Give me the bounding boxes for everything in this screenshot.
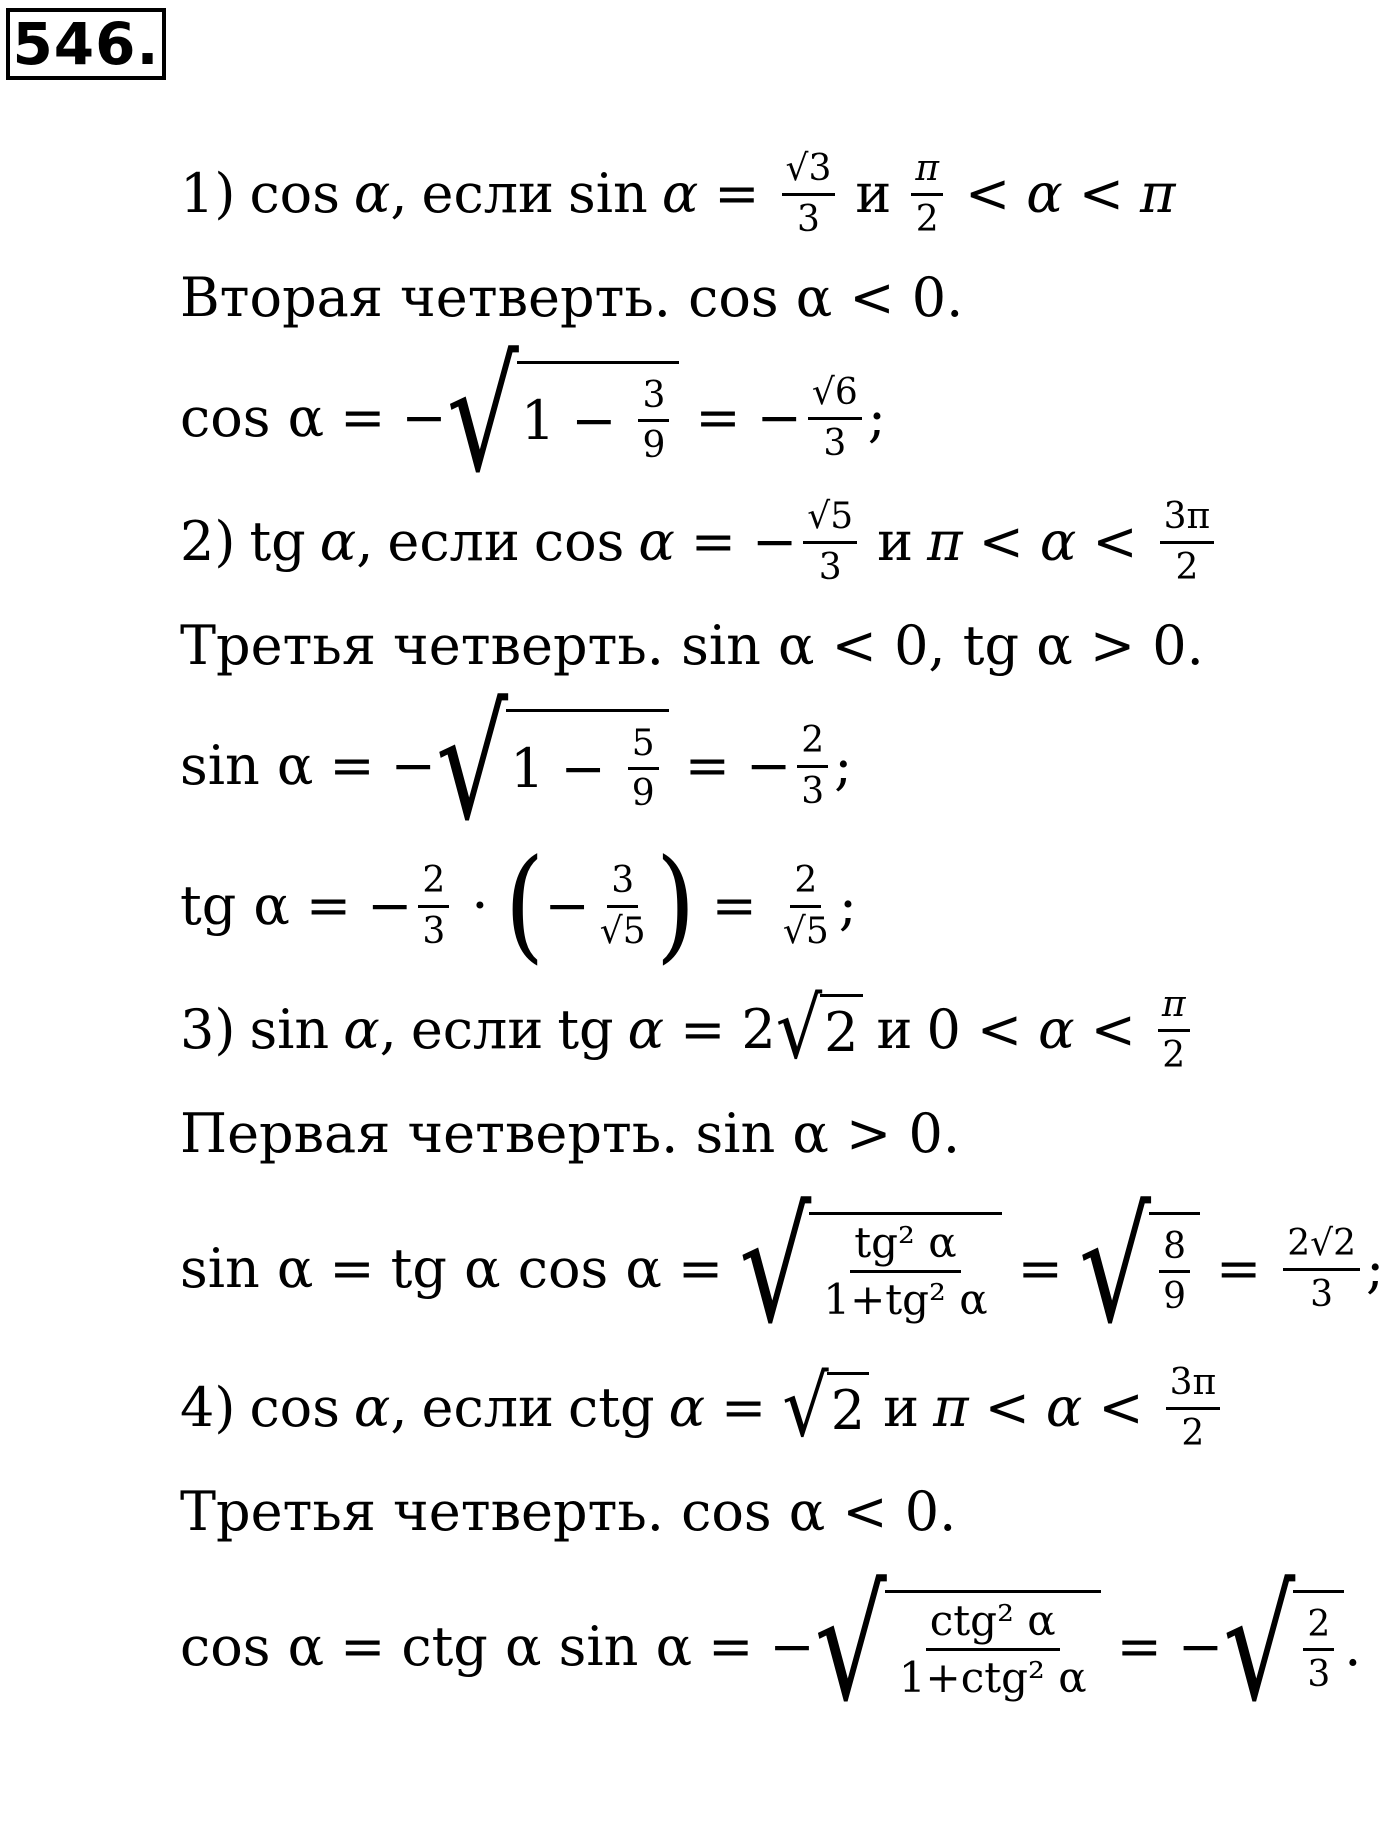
item-1-note: Вторая четверть. cos α < 0. (180, 266, 964, 330)
item-2-statement: 2) tg α , если cos α = − $\frac{√5}{3}$ и π < α < $\frac{3\pi}{2}$ (180, 488, 1390, 596)
item-1-and-word: и (855, 162, 892, 226)
item-1-result-fraction: $\frac{√6}{3}$ (808, 372, 862, 464)
item-4-note: Третья четверть. cos α < 0. (180, 1480, 957, 1544)
item-2-calculation: sin α = − √ 1 − $\frac{5}{9}$ = − $\frac{2}{3}$ ; (180, 675, 853, 855)
item-2-note: Третья четверть. sin α < 0, tg α > 0. (180, 614, 1204, 678)
item-2-given-fraction: $\frac{√5}{3}$ (803, 496, 857, 588)
item-3-note: Первая четверть. sin α > 0. (180, 1102, 960, 1166)
item-4-statement: 4) cos α , если ctg α = √ 2 и π < α < $\frac{3\pi}{2}$ (180, 1354, 1390, 1462)
item-2-range-right-fraction: $\frac{3\pi}{2}$ (1160, 496, 1215, 588)
item-1-given-func: sin (568, 162, 648, 226)
item-3-calculation: sin α = tg α cos α = √ $\frac{\text{tg² α}}{\text{1+tg² α}}$ = √ $\frac{8}{9}$ = $\frac{2√2}{3}$ ; (180, 1178, 1385, 1358)
item-1-lhs: cos α (180, 386, 325, 450)
item-1-statement: 1) cos α , если sin α = $\frac{√3}{3}$ и $\frac{\pi}{2}$ < α < π (180, 148, 1176, 240)
item-1-var: α (353, 162, 391, 226)
item-1-sqrt: √ 1 − $\frac{3}{9}$ (447, 361, 680, 474)
item-1-given-fraction: $\frac{√3}{3}$ (782, 148, 836, 240)
item-3-statement: 3) sin α , если tg α = 2 √ 2 и 0 < α < $\frac{\pi}{2}$ (180, 976, 1390, 1084)
problem-number: 546. (6, 8, 166, 80)
item-1-range-right: π (1140, 162, 1176, 226)
item-2-calculation-tg: tg α = − $\frac{2}{3}$ · ( − $\frac{3}{√5}$ ) = $\frac{2}{√5}$ ; (180, 833, 857, 977)
item-1-prefix: 1) (180, 162, 236, 226)
item-1-func: cos (249, 162, 340, 226)
solution-body (180, 140, 1390, 1736)
item-1-range-left-fraction: $\frac{\pi}{2}$ (911, 148, 943, 240)
item-1-condition-word: если (421, 162, 555, 226)
item-4-calculation: cos α = ctg α sin α = − √ $\frac{\text{ctg² α}}{\text{1+ctg² α}}$ = − √ $\frac{2}{3}$ . (180, 1556, 1362, 1736)
item-1-calculation: cos α = − √ 1 − $\frac{3}{9}$ = − $\frac{√6}{3}$ ; (180, 327, 886, 507)
